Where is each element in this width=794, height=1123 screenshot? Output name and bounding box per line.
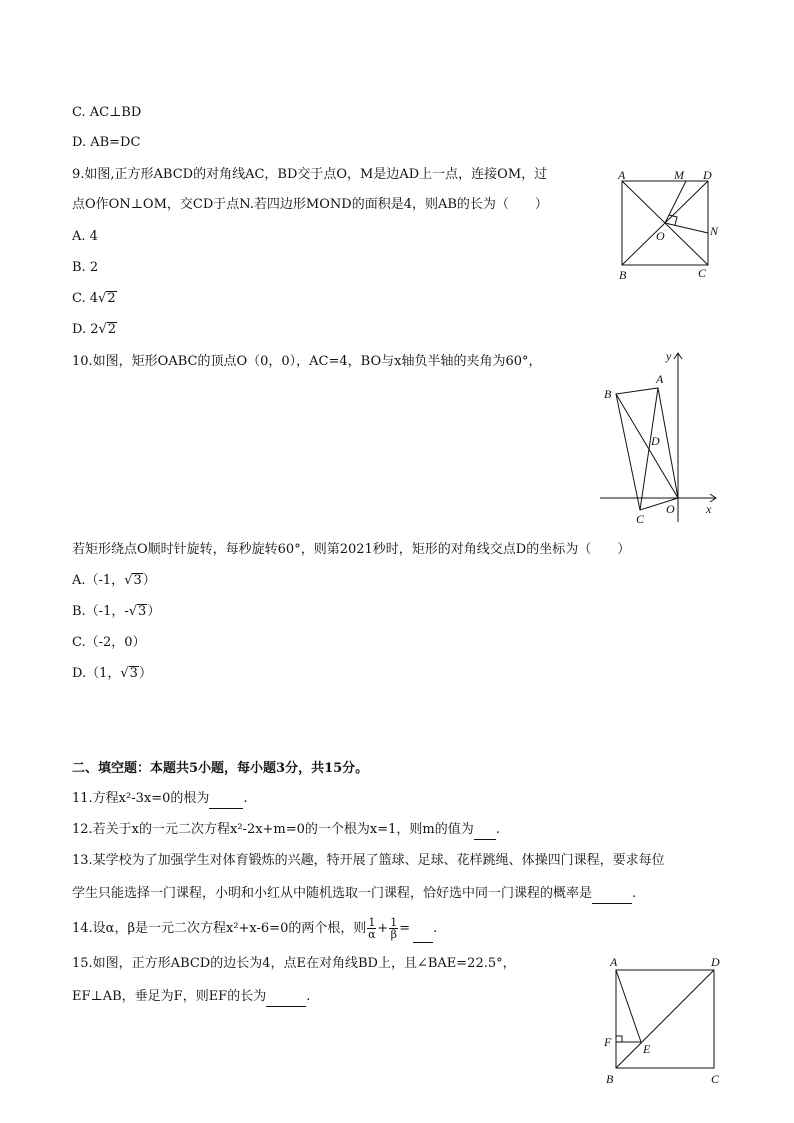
q10-label-d: D [651,434,660,448]
q10-option-d-radicand: 3 [129,666,138,681]
q15-answer-blank [266,988,306,1007]
q14-text: 14.设α，β是一元二次方程x²+x-6=0的两个根，则 [72,921,367,936]
q11-text: 11.方程x²-3x=0的根为 [72,791,210,806]
q10-option-b [72,603,160,621]
q11-tail: . [243,791,248,806]
q9-label-b: B [619,268,627,282]
q13-answer-blank [592,885,632,904]
q9-stem-line2: 点O作ON⊥OM，交CD于点N.若四边形MOND的面积是4，则AB的长为（ ） [72,197,548,212]
q15-segment-ae [616,970,641,1042]
q15-right-angle-mark [616,1036,622,1042]
q15-label-c: C [711,1072,720,1086]
q10-option-b-suffix: ） [147,604,161,619]
q9-label-c: C [698,266,707,280]
fraction-denominator: β [390,928,397,941]
q15-text: EF⊥AB，垂足为F，则EF的长为 [72,989,267,1004]
q9-label-n: N [710,224,719,238]
q12-text: 12.若关于x的一元二次方程x²-2x+m=0的一个根为x=1，则m的值为 [72,822,474,837]
q9-label-m: M [674,168,684,182]
q9-option-c [72,290,117,308]
q15-figure [598,950,728,1090]
q14-plus: + [377,921,389,936]
q13-line2 [72,885,636,904]
q15-diagonal-bd [616,970,714,1068]
q9-label-a: A [618,168,626,182]
q13-tail: . [632,886,637,901]
q9-label-d: D [703,168,712,182]
q15-label-b: B [606,1072,614,1086]
q10-label-o: O [666,502,675,516]
q9-option-c-prefix: C. 4 [72,291,99,306]
q14-fraction-beta [389,917,398,940]
q10-stem-line1: 10.如图，矩形OABC的顶点O（0，0），AC=4，BO与x轴负半轴的夹角为60°， [72,354,542,369]
q10-option-c: C.（-2，0） [72,635,146,650]
q12-tail: . [495,822,500,837]
q11 [72,790,248,809]
q10-option-d [72,665,152,683]
q9-option-d-prefix: D. 2 [72,322,99,337]
q13-text: 学生只能选择一门课程，小明和小红从中随机选取一门课程，恰好选中同一门课程的概率是 [72,886,593,901]
q14-tail: . [433,921,438,936]
q8-option-c: C. AC⊥BD [72,105,142,120]
q9-option-d [72,321,117,339]
fraction-numerator: 1 [368,916,376,929]
q10-label-x: x [706,502,712,516]
q9-option-b: B. 2 [72,260,99,275]
q10-rectangle [616,388,678,510]
q10-option-a-prefix: A.（-1， [72,573,125,588]
q9-option-d-radicand: 2 [107,322,117,337]
q9-option-a: A. 4 [72,229,98,244]
q10-option-a [72,572,156,590]
q9-stem-line1: 9.如图,正方形ABCD的对角线AC，BD交于点O，M是边AD上一点，连接OM，过 [72,167,548,182]
q10-option-a-radicand: 3 [133,573,142,588]
q15-label-a: A [610,955,618,969]
q9-figure [610,165,730,285]
section-heading: 二、填空题：本题共5小题，每小题3分，共15分。 [72,761,369,776]
q10-label-y: y [666,349,672,363]
q14-equals: = [399,921,411,936]
q10-label-a: A [656,372,664,386]
sqrt-symbol: √2 [98,322,117,337]
q15-label-f: F [604,1035,612,1049]
q12-answer-blank [474,821,496,840]
q14-fraction-alpha [367,917,376,940]
q9-option-c-radicand: 2 [107,291,116,306]
q15-line2 [72,988,310,1007]
sqrt-symbol: √2 [98,291,116,306]
q10-option-a-suffix: ） [142,573,156,588]
q8-option-d: D. AB=DC [72,135,141,150]
sqrt-symbol: √3 [124,573,142,588]
q15-tail: . [306,989,311,1004]
sqrt-symbol: √3 [128,604,147,619]
q10-stem-line2: 若矩形绕点O顺时针旋转，每秒旋转60°，则第2021秒时，矩形的对角线交点D的坐标为（ ） [72,542,631,557]
q15-label-d: D [711,955,720,969]
q11-answer-blank [209,790,243,809]
fraction-numerator: 1 [390,916,398,929]
fraction-denominator: α [368,928,376,941]
q9-right-angle-mark [669,215,677,225]
q10-figure [598,350,723,525]
q10-option-d-prefix: D.（1， [72,666,121,681]
q10-option-b-prefix: B.（-1，- [72,604,129,619]
sqrt-symbol: √3 [120,666,138,681]
q14-answer-blank [413,916,433,943]
q15-label-e: E [643,1042,651,1056]
q9-segment-on [665,223,708,233]
q10-option-b-radicand: 3 [138,604,147,619]
q13-line1: 13.某学校为了加强学生对体育锻炼的兴趣，特开展了篮球、足球、花样跳绳、体操四门课程，要求每位 [72,853,665,868]
q14 [72,916,437,943]
q15-line1: 15.如图，正方形ABCD的边长为4，点E在对角线BD上，且∠BAE=22.5°， [72,956,516,971]
q10-option-d-suffix: ） [138,666,152,681]
q12 [72,821,500,840]
q10-label-c: C [636,512,645,526]
q10-label-b: B [604,387,612,401]
q9-label-o: O [656,229,665,243]
